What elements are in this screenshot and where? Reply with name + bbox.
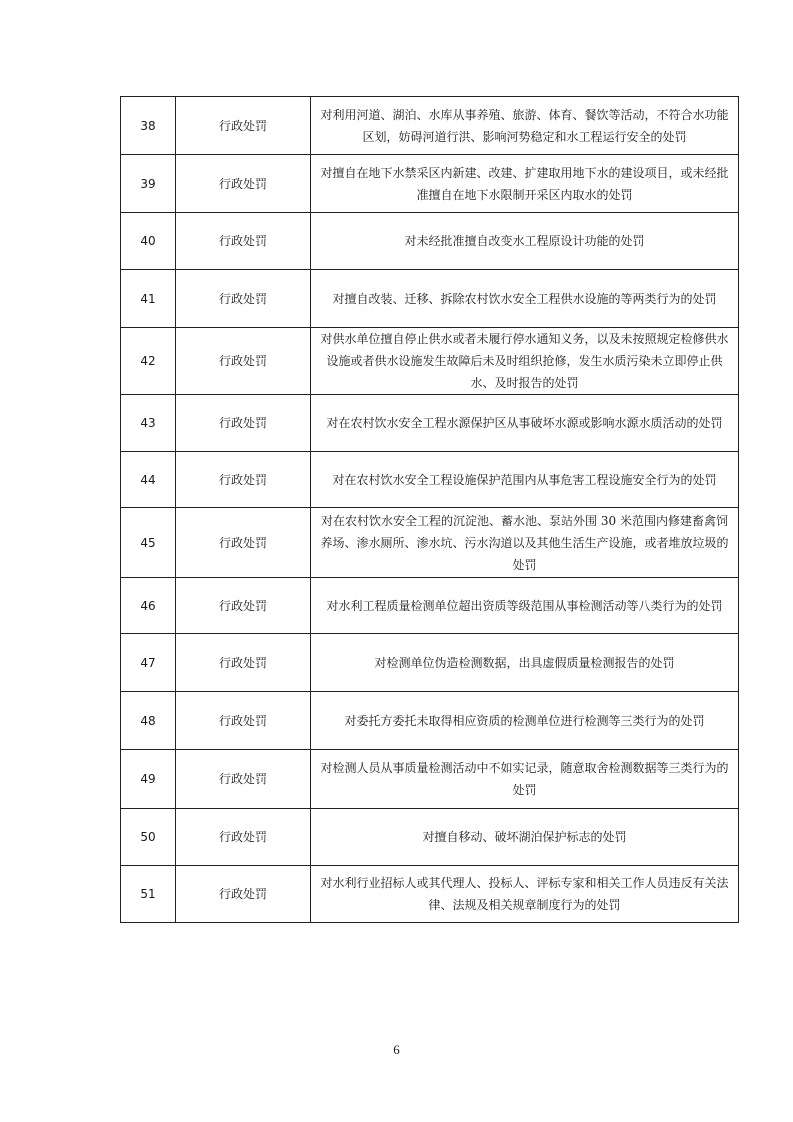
row-description: 对水利工程质量检测单位超出资质等级范围从事检测活动等八类行为的处罚 xyxy=(311,578,739,634)
row-number: 47 xyxy=(121,634,176,692)
row-type: 行政处罚 xyxy=(176,750,311,809)
row-description: 对委托方委托未取得相应资质的检测单位进行检测等三类行为的处罚 xyxy=(311,692,739,750)
row-type: 行政处罚 xyxy=(176,270,311,328)
row-number: 42 xyxy=(121,328,176,395)
row-number: 48 xyxy=(121,692,176,750)
row-number: 43 xyxy=(121,395,176,452)
table-row xyxy=(121,508,739,578)
table-row xyxy=(121,750,739,809)
row-description: 对擅自在地下水禁采区内新建、改建、扩建取用地下水的建设项目，或未经批准擅自在地下水限制开采区内取水的处罚 xyxy=(311,155,739,213)
row-type: 行政处罚 xyxy=(176,155,311,213)
page-number: 6 xyxy=(393,1042,400,1057)
table-row xyxy=(121,328,739,395)
row-description: 对在农村饮水安全工程设施保护范围内从事危害工程设施安全行为的处罚 xyxy=(311,452,739,508)
penalty-table xyxy=(120,96,739,923)
row-description: 对检测单位伪造检测数据，出具虚假质量检测报告的处罚 xyxy=(311,634,739,692)
row-type: 行政处罚 xyxy=(176,809,311,866)
table-row xyxy=(121,213,739,270)
row-number: 45 xyxy=(121,508,176,578)
row-number: 50 xyxy=(121,809,176,866)
row-number: 44 xyxy=(121,452,176,508)
row-description: 对擅自改装、迁移、拆除农村饮水安全工程供水设施的等两类行为的处罚 xyxy=(311,270,739,328)
row-type: 行政处罚 xyxy=(176,97,311,155)
row-number: 49 xyxy=(121,750,176,809)
table-row xyxy=(121,155,739,213)
table-row xyxy=(121,692,739,750)
row-description: 对在农村饮水安全工程的沉淀池、蓄水池、泵站外围 30 米范围内修建畜禽饲养场、渗水厕所、渗水坑、污水沟道以及其他生活生产设施，或者堆放垃圾的处罚 xyxy=(311,508,739,578)
table-row xyxy=(121,452,739,508)
row-number: 38 xyxy=(121,97,176,155)
penalty-table-body xyxy=(121,97,739,923)
row-description: 对在农村饮水安全工程水源保护区从事破坏水源或影响水源水质活动的处罚 xyxy=(311,395,739,452)
row-number: 51 xyxy=(121,866,176,923)
row-description: 对擅自移动、破坏湖泊保护标志的处罚 xyxy=(311,809,739,866)
row-number: 46 xyxy=(121,578,176,634)
table-row xyxy=(121,395,739,452)
row-type: 行政处罚 xyxy=(176,866,311,923)
row-description: 对检测人员从事质量检测活动中不如实记录，随意取舍检测数据等三类行为的处罚 xyxy=(311,750,739,809)
row-number: 39 xyxy=(121,155,176,213)
row-description: 对未经批准擅自改变水工程原设计功能的处罚 xyxy=(311,213,739,270)
table-row xyxy=(121,97,739,155)
table-row xyxy=(121,270,739,328)
table-row xyxy=(121,809,739,866)
table-row xyxy=(121,866,739,923)
row-description: 对利用河道、湖泊、水库从事养殖、旅游、体育、餐饮等活动，不符合水功能区划，妨碍河道行洪、影响河势稳定和水工程运行安全的处罚 xyxy=(311,97,739,155)
row-description: 对供水单位擅自停止供水或者未履行停水通知义务，以及未按照规定检修供水设施或者供水设施发生故障后未及时组织抢修，发生水质污染未立即停止供水、及时报告的处罚 xyxy=(311,328,739,395)
row-type: 行政处罚 xyxy=(176,452,311,508)
row-type: 行政处罚 xyxy=(176,328,311,395)
row-number: 41 xyxy=(121,270,176,328)
row-type: 行政处罚 xyxy=(176,692,311,750)
row-type: 行政处罚 xyxy=(176,395,311,452)
row-type: 行政处罚 xyxy=(176,213,311,270)
table-row xyxy=(121,634,739,692)
row-type: 行政处罚 xyxy=(176,578,311,634)
row-description: 对水利行业招标人或其代理人、投标人、评标专家和相关工作人员违反有关法律、法规及相关规章制度行为的处罚 xyxy=(311,866,739,923)
row-type: 行政处罚 xyxy=(176,634,311,692)
row-type: 行政处罚 xyxy=(176,508,311,578)
table-row xyxy=(121,578,739,634)
row-number: 40 xyxy=(121,213,176,270)
